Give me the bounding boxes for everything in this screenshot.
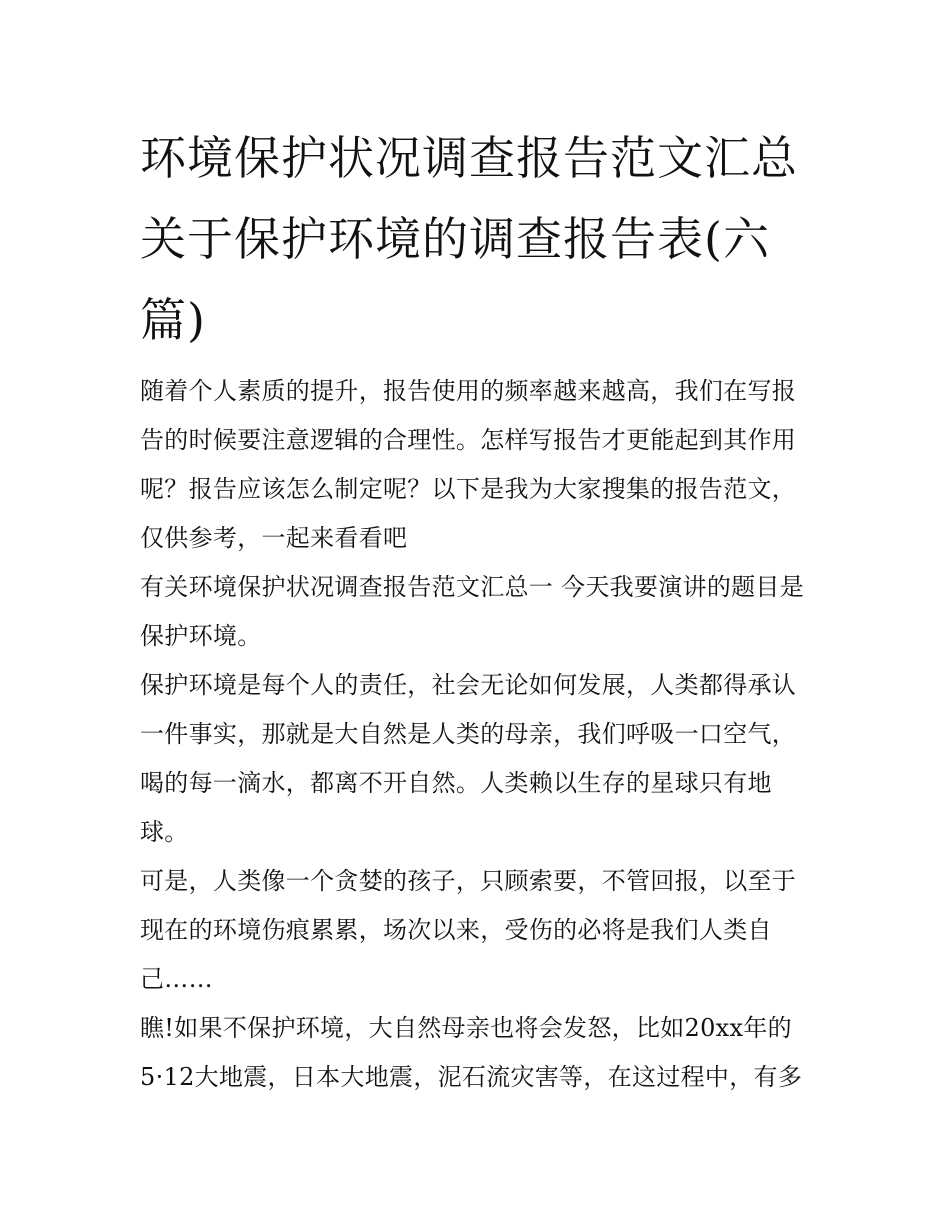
document-body xyxy=(140,118,820,1102)
paragraph-greedy-child: 可是，人类像一个贪婪的孩子，只顾索要，不管回报，以至于现在的环境伤痕累累，场次以来，受伤的必将是我们人类自己…… xyxy=(140,867,797,993)
paragraph-intro: 随着个人素质的提升，报告使用的频率越来越高，我们在写报告的时候要注意逻辑的合理性。怎样写报告才更能起到其作用呢？报告应该怎么制定呢？以下是我为大家搜集的报告范文，仅供参考，一起来看看吧 xyxy=(140,377,797,552)
paragraph-disasters: 瞧!如果不保护环境，大自然母亲也将会发怒，比如20xx年的5·12大地震，日本大地震，泥石流灾害等，在这过程中，有多 xyxy=(140,1014,803,1091)
paragraph-responsibility: 保护环境是每个人的责任，社会无论如何发展，人类都得承认一件事实，那就是大自然是人类的母亲，我们呼吸一口空气，喝的每一滴水，都离不开自然。人类赖以生存的星球只有地球。 xyxy=(140,671,797,846)
paragraph-speech-topic: 有关环境保护状况调查报告范文汇总一 今天我要演讲的题目是保护环境。 xyxy=(140,573,805,650)
document-title: 环境保护状况调查报告范文汇总 关于保护环境的调查报告表(六篇) xyxy=(140,131,798,347)
